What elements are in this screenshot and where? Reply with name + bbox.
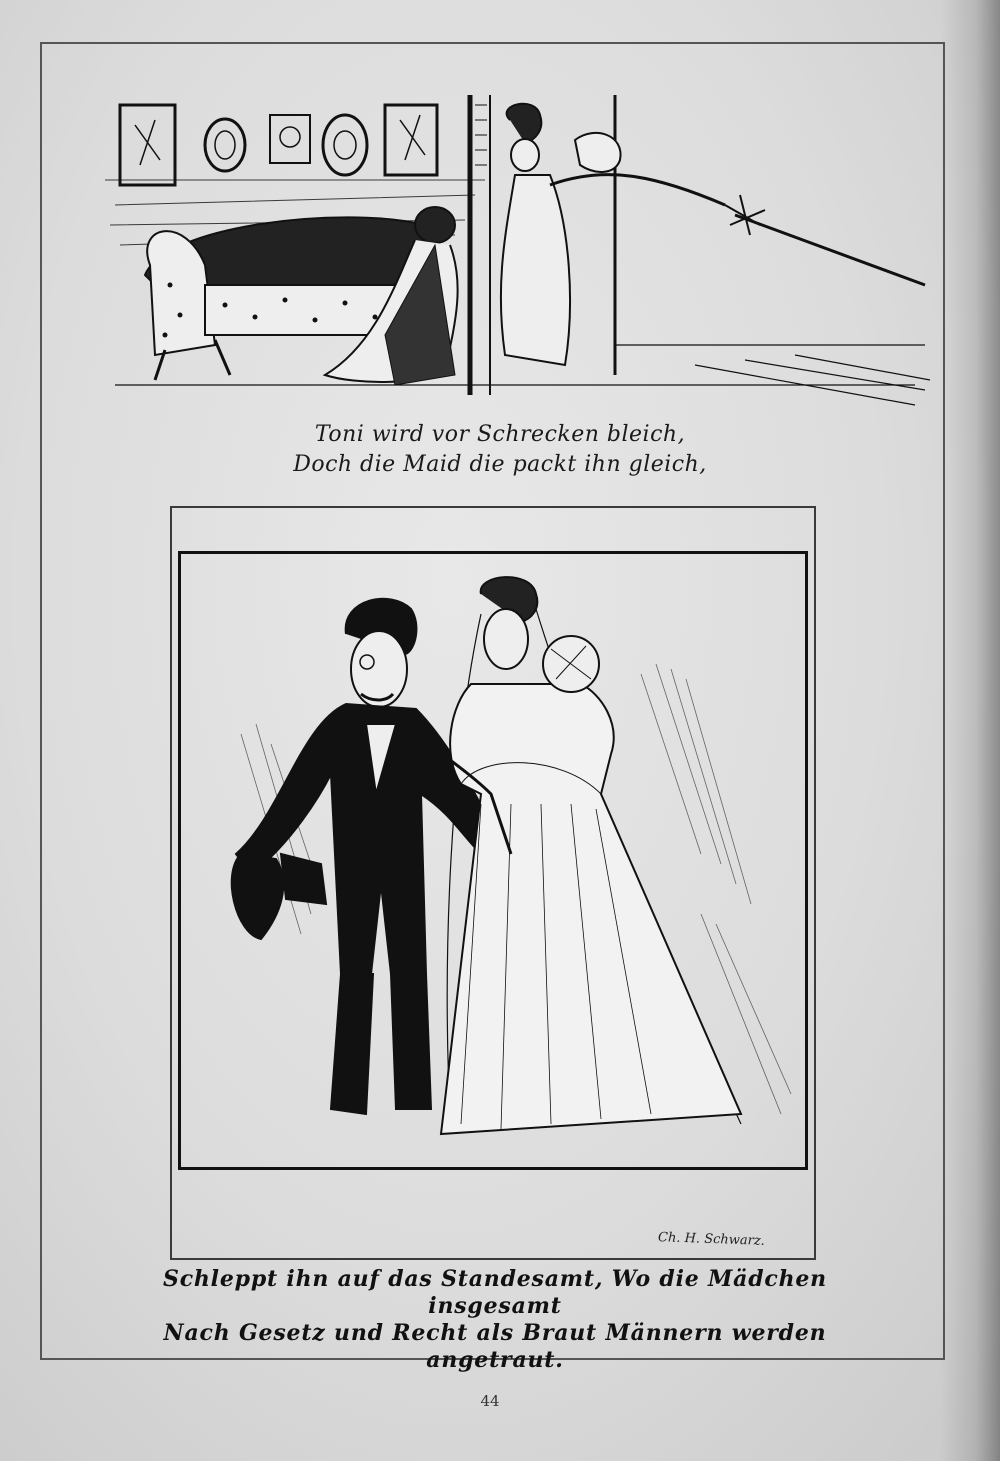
page-number: 44 <box>480 1392 500 1410</box>
page-edge-shadow <box>940 0 1000 1461</box>
top-caption <box>200 420 800 480</box>
bottom-caption <box>95 1266 895 1374</box>
top-caption-line-1: Toni wird vor Schrecken bleich, <box>314 422 686 447</box>
top-illustration <box>95 85 935 415</box>
artist-signature: Ch. H. Schwarz. <box>657 1230 766 1249</box>
bottom-caption-line-1: Schleppt ihn auf das Standesamt, Wo die Mädchen insgesamt <box>163 1266 827 1319</box>
bottom-caption-line-2: Nach Gesetz und Recht als Braut Männern werden angetraut. <box>163 1320 827 1373</box>
top-caption-line-2: Doch die Maid die packt ihn gleich, <box>293 452 707 477</box>
bottom-illustration <box>181 554 805 1167</box>
